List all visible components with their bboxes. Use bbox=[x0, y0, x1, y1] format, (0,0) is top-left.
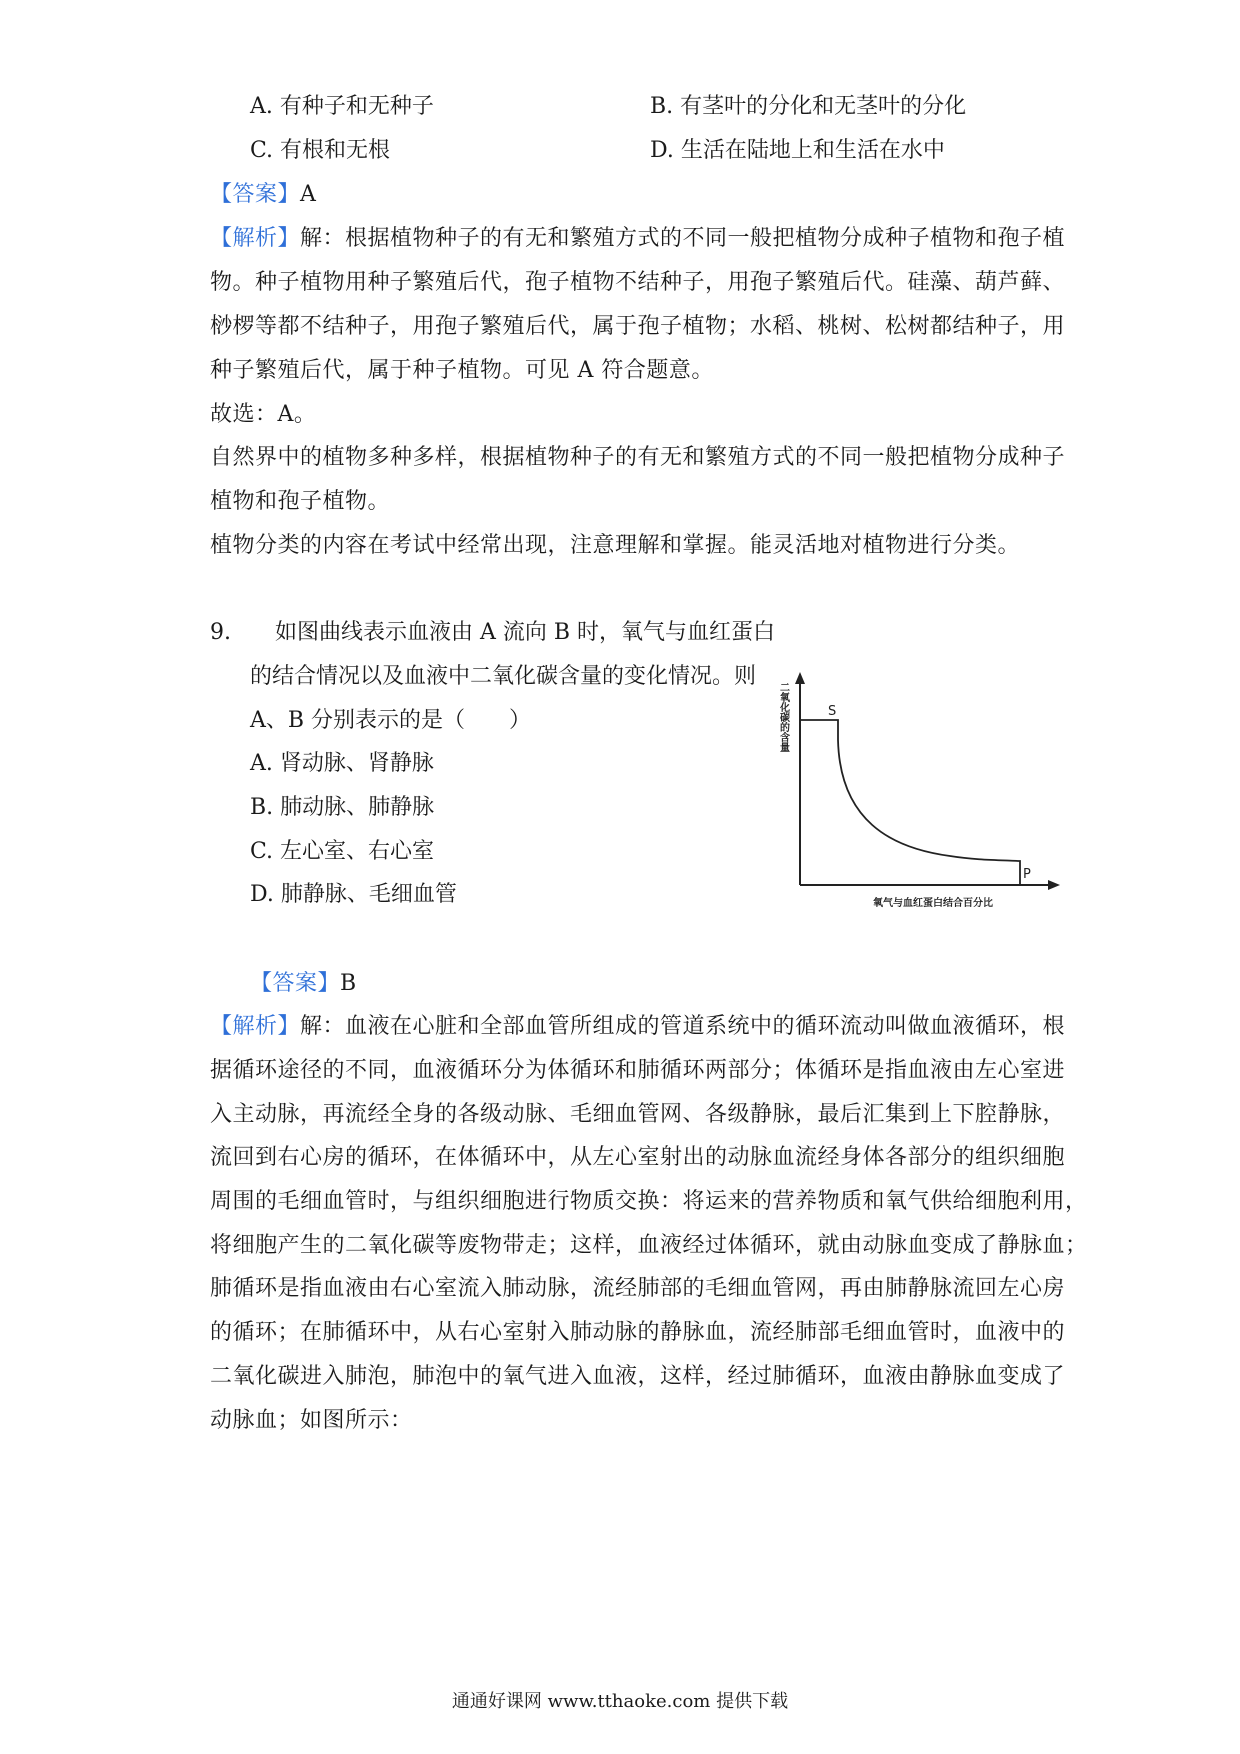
q8-analysis-line: 种子繁殖后代，属于种子植物。可见 A 符合题意。 bbox=[210, 358, 714, 383]
analysis-tag: 【解析】 bbox=[210, 1014, 301, 1039]
analysis-tag: 【解析】 bbox=[210, 226, 301, 251]
q9-option-b: B. 肺动脉、肺静脉 bbox=[250, 795, 435, 820]
q9-analysis-line: 将细胞产生的二氧化碳等废物带走；这样，血液经过体循环，就由动脉血变成了静脉血； bbox=[210, 1233, 1088, 1258]
q9-analysis-line: 二氧化碳进入肺泡，肺泡中的氧气进入血液，这样，经过肺循环，血液由静脉血变成了 bbox=[210, 1364, 1066, 1389]
q9-analysis-line: 肺循环是指血液由右心室流入肺动脉，流经肺部的毛细血管网，再由肺静脉流回左心房 bbox=[210, 1276, 1066, 1301]
q9-curve-figure bbox=[770, 670, 1060, 920]
question-number: 9. bbox=[210, 620, 231, 645]
q8-comment-line: 植物分类的内容在考试中经常出现，注意理解和掌握。能灵活地对植物进行分类。 bbox=[210, 533, 1021, 558]
y-axis-label: 二氧化碳的含量 bbox=[777, 682, 789, 752]
q9-analysis-line: 流回到右心房的循环，在体循环中，从左心室射出的动脉血流经身体各部分的组织细胞 bbox=[210, 1145, 1066, 1170]
q8-answer bbox=[210, 180, 1040, 210]
q9-stem-line: 的结合情况以及血液中二氧化碳含量的变化情况。则 bbox=[250, 664, 757, 689]
point-s-label: S bbox=[828, 704, 837, 719]
q9-analysis-line: 入主动脉，再流经全身的各级动脉、毛细血管网、各级静脉，最后汇集到上下腔静脉， bbox=[210, 1102, 1066, 1127]
answer-value: B bbox=[340, 971, 357, 996]
analysis-text: 解：血液在心脏和全部血管所组成的管道系统中的循环流动叫做血液循环，根 bbox=[300, 1014, 1066, 1039]
point-p-label: P bbox=[1023, 867, 1031, 882]
q9-stem-line: 如图曲线表示血液由 A 流向 B 时，氧气与血红蛋白 bbox=[275, 620, 776, 645]
answer-tag: 【答案】 bbox=[210, 182, 301, 207]
answer-value: A bbox=[300, 182, 317, 207]
q8-analysis-line: 物。种子植物用种子繁殖后代，孢子植物不结种子，用孢子繁殖后代。硅藻、葫芦藓、 bbox=[210, 270, 1066, 295]
q9-option-d: D. 肺静脉、毛细血管 bbox=[250, 882, 457, 907]
q9-analysis-line: 动脉血；如图所示： bbox=[210, 1408, 413, 1433]
y-axis-arrow bbox=[795, 672, 805, 684]
q8-option-b: B. 有茎叶的分化和无茎叶的分化 bbox=[650, 94, 967, 119]
q9-analysis-line: 周围的毛细血管时，与组织细胞进行物质交换：将运来的营养物质和氧气供给细胞利用， bbox=[210, 1189, 1088, 1214]
answer-tag: 【答案】 bbox=[250, 971, 341, 996]
q9-analysis-line: 据循环途径的不同，血液循环分为体循环和肺循环两部分；体循环是指血液由左心室进 bbox=[210, 1058, 1066, 1083]
analysis-text: 解：根据植物种子的有无和繁殖方式的不同一般把植物分成种子植物和孢子植 bbox=[300, 226, 1066, 251]
q9-analysis-line bbox=[210, 1012, 1066, 1042]
q9-analysis-line: 的循环；在肺循环中，从右心室射入肺动脉的静脉血，流经肺部毛细血管时，血液中的 bbox=[210, 1320, 1066, 1345]
x-axis-label: 氧气与血红蛋白结合百分比 bbox=[873, 898, 993, 909]
q9-option-c: C. 左心室、右心室 bbox=[250, 839, 435, 864]
q9-answer bbox=[250, 969, 1080, 999]
q8-option-a: A. 有种子和无种子 bbox=[250, 94, 434, 119]
q8-conclusion: 故选：A。 bbox=[210, 402, 317, 427]
q8-summary-line: 植物和孢子植物。 bbox=[210, 489, 391, 514]
page-footer[interactable]: 通通好课网 www.tthaoke.com 提供下载 bbox=[451, 1691, 789, 1712]
co2-curve bbox=[800, 720, 1020, 885]
q9-option-a: A. 肾动脉、肾静脉 bbox=[250, 751, 434, 776]
q8-analysis-line bbox=[210, 224, 1066, 254]
q9-stem-line: A、B 分别表示的是（ ） bbox=[250, 708, 532, 733]
q8-option-d: D. 生活在陆地上和生活在水中 bbox=[650, 138, 945, 163]
q8-analysis-line: 桫椤等都不结种子，用孢子繁殖后代，属于孢子植物；水稻、桃树、松树都结种子，用 bbox=[210, 314, 1066, 339]
q8-summary-line: 自然界中的植物多种多样，根据植物种子的有无和繁殖方式的不同一般把植物分成种子 bbox=[210, 445, 1066, 470]
x-axis-arrow bbox=[1048, 880, 1060, 890]
q8-option-c: C. 有根和无根 bbox=[250, 138, 391, 163]
